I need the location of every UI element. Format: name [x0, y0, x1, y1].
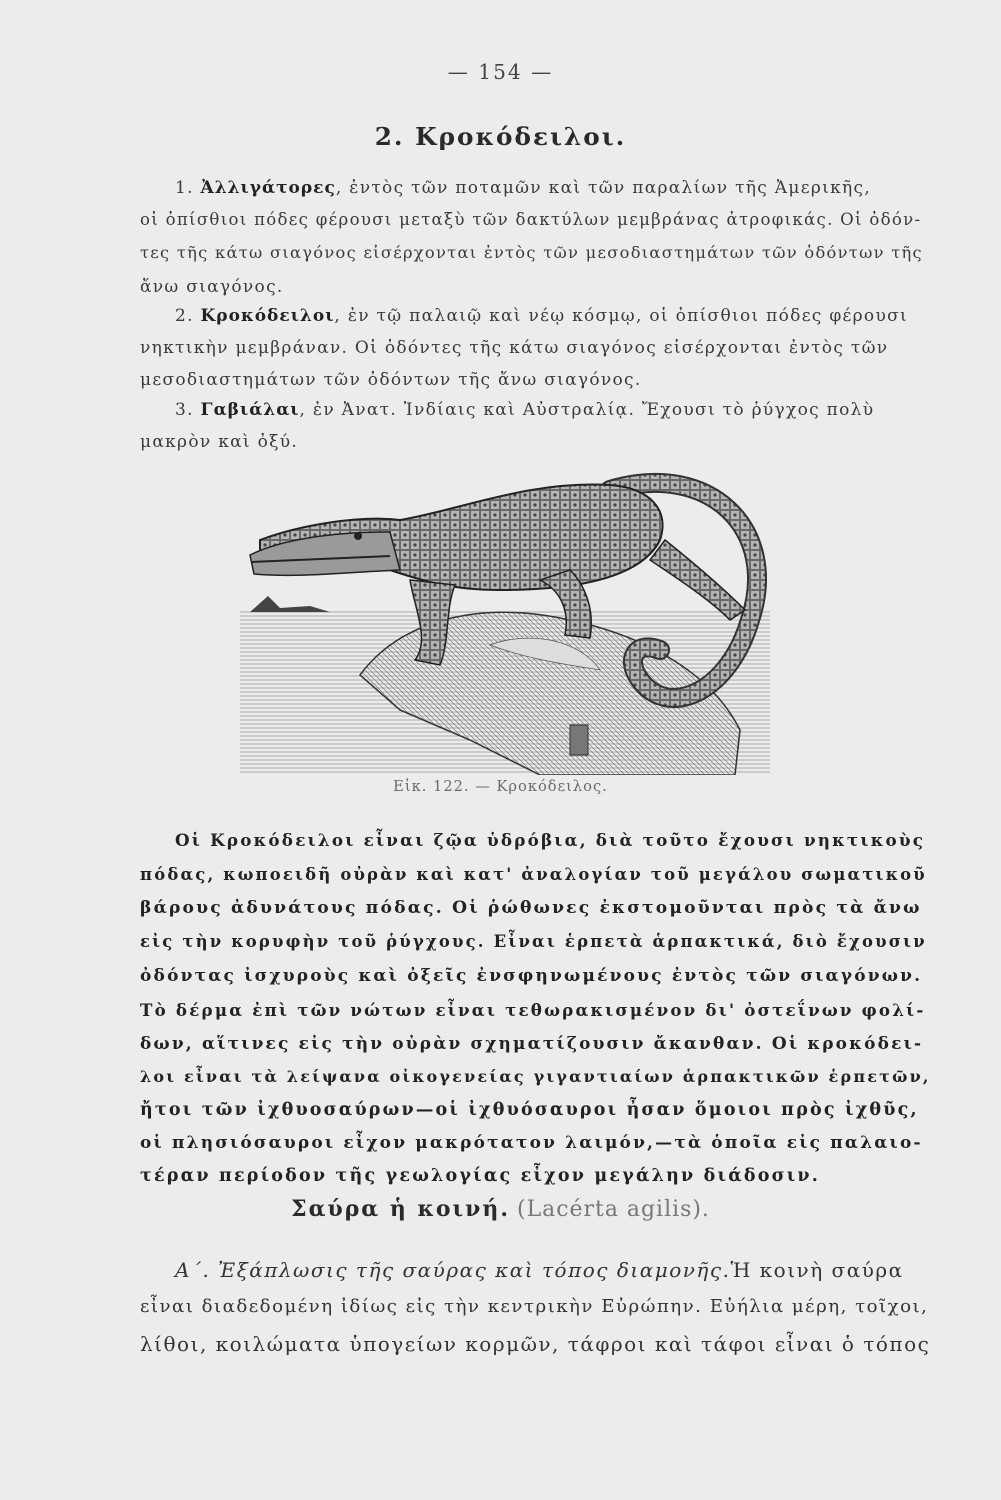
p1-line-2: οἱ ὀπίσθιοι πόδες φέρουσι μεταξὺ τῶν δακτύλων μεμβράνας ἀτροφικάς. Οἱ ὀδόν- [140, 210, 922, 229]
p3-line-3: λίθοι, κοιλώματα ὑπογείων κορμῶν, τάφροι καὶ τάφοι εἶναι ὁ τόπος [140, 1332, 931, 1356]
list-number: 1. [175, 178, 201, 198]
p3-line-2: εἶναι διαδεδομένη ἰδίως εἰς τὴν κεντρικὴν Εὐρώπην. Εὐήλια μέρη, τοῖχοι, [140, 1296, 929, 1317]
p2-line-7: δων, αἵτινες εἰς τὴν οὐρὰν σχηματίζουσιν ἄκανθαν. Οἱ κροκόδει- [140, 1033, 924, 1053]
list-number: 2. [175, 306, 201, 326]
p2-line-2: πόδας, κωπoειδῆ οὐρὰν καὶ κατ' ἀναλογίαν τοῦ μεγάλου σωματικοῦ [140, 865, 927, 884]
p1-line-4: ἄνω σιαγόνος. [140, 277, 284, 297]
subsection-title [0, 1196, 1001, 1222]
p1-line-8 [175, 400, 874, 420]
p2-line-11: τέραν περίοδον τῆς γεωλογίας εἶχον μεγάλην διάδοσιν. [140, 1166, 821, 1186]
page-number: — 154 — [447, 60, 554, 84]
p2-line-9: ἤτοι τῶν ἰχθυοσαύρων—οἱ ἰχθυόσαυροι ἦσαν ὅμοιοι πρὸς ἰχθῦς, [140, 1100, 919, 1120]
p2-line-6: Τὸ δέρμα ἐπὶ τῶν νώτων εἶναι τεθωρακισμένον δι' ὀστεΐνων φολί- [140, 1000, 926, 1020]
p2-line-5: ὀδόντας ἰσχυροὺς καὶ ὀξεῖς ἐνσφηνωμένους ἐντὸς τῶν σιαγόνων. [140, 966, 923, 986]
p1-line-1 [175, 178, 871, 198]
term-alligators: Ἀλλιγάτορες [200, 178, 336, 198]
section-title: 2. Κροκόδειλοι. [374, 122, 627, 151]
p2-line-4: εἰς τὴν κορυφὴν τοῦ ῥύγχους. Εἶναι ἑρπετὰ ἁρπακτικά, διὸ ἔχουσιν [140, 932, 927, 951]
term-crocodiles: Κροκόδειλοι [200, 306, 335, 326]
line-text: , ἐν τῷ παλαιῷ καὶ νέῳ κόσμῳ, οἱ ὀπίσθιοι πόδες φέρουσι [334, 306, 908, 326]
p2-line-3: βάρους ἀδυνάτους πόδας. Οἱ ῥώθωνες ἐκστομοῦνται πρὸς τὰ ἄνω [140, 898, 922, 918]
p3-line-1 [175, 1258, 904, 1282]
p1-line-7: μεσοδιαστημάτων τῶν ὀδόντων τῆς ἄνω σιαγόνος. [140, 370, 642, 390]
subsection-title-greek: Σαύρα ἡ κοινή. [291, 1196, 511, 1222]
list-number: 3. [175, 400, 201, 420]
p3-heading: Α΄. Ἐξάπλωσις τῆς σαύρας καὶ τόπος διαμονῆς. [175, 1258, 731, 1282]
p2-line-10: οἱ πλησιόσαυροι εἶχον μακρότατον λαιμόν,—τὰ ὁποῖα εἰς παλαιο- [140, 1133, 923, 1153]
line-text: , ἐντὸς τῶν ποταμῶν καὶ τῶν παραλίων τῆς Ἀμερικῆς, [335, 178, 872, 198]
subsection-title-latin: (Lacérta agilis). [517, 1197, 710, 1222]
p1-line-5 [175, 306, 908, 326]
line-text: , ἐν Ἀνατ. Ἰνδίαις καὶ Αὐστραλίᾳ. Ἔχουσι τὸ ῥύγχος πολὺ [299, 400, 875, 420]
p1-line-3: τες τῆς κάτω σιαγόνος εἰσέρχονται ἐντὸς τῶν μεσοδιαστημάτων τῶν ὀδόντων τῆς [140, 243, 923, 262]
term-gavials: Γαβιάλαι [200, 400, 300, 420]
p1-line-6: νηκτικὴν μεμβράναν. Οἱ ὀδόντες τῆς κάτω σιαγόνος εἰσέρχονται ἐντὸς τῶν [140, 338, 889, 358]
figure-caption: Εἰκ. 122. — Κροκόδειλος. [393, 778, 608, 795]
crocodile-engraving-icon [240, 470, 770, 775]
p2-line-8: λοι εἶναι τὰ λείψανα οἰκογενείας γιγαντιαίων ἁρπακτικῶν ἑρπετῶν, [140, 1067, 931, 1086]
p1-line-9: μακρὸν καὶ ὀξύ. [140, 432, 299, 452]
p2-line-1: Οἱ Κροκόδειλοι εἶναι ζῷα ὑδρόβια, διὰ τοῦτο ἔχουσι νηκτικοὺς [175, 830, 926, 850]
p3-line-1-text: Ἡ κοινὴ σαύρα [730, 1258, 904, 1282]
